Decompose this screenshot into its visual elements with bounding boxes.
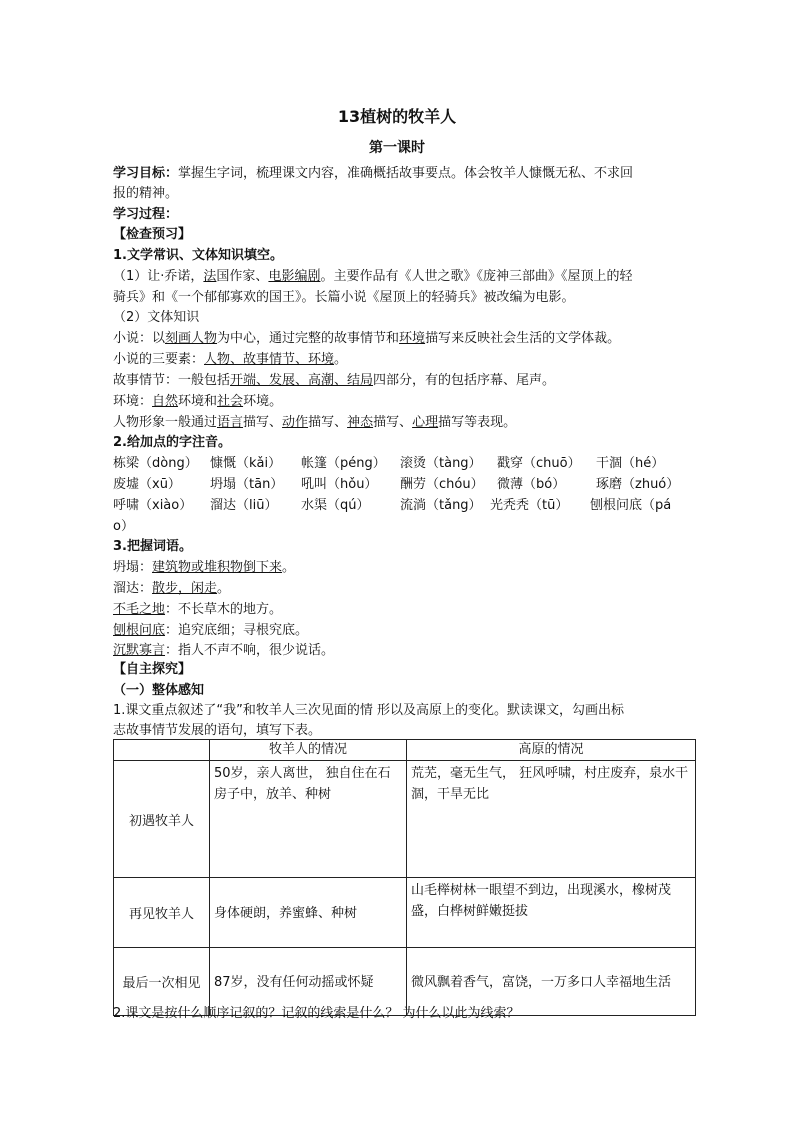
cell-text: 微风飘着香气，富饶，一万多口人幸福地生活 xyxy=(411,975,672,990)
text-span: 环境： xyxy=(113,394,153,409)
text-span: 四部分，有的包括序幕、尾声。 xyxy=(373,373,556,388)
answer-underline: 神态 xyxy=(347,415,374,430)
pinyin-item: 帐篷（péng） xyxy=(301,456,386,471)
text-span: ：不长草木的地方。 xyxy=(165,602,283,617)
learning-goal-line1 xyxy=(113,162,633,181)
answer-underline: 环境 xyxy=(399,331,426,346)
q1-item1-line1 xyxy=(113,265,632,284)
pinyin-item: 酬劳（chóu） xyxy=(400,477,484,492)
learning-goal-label: 学习目标： xyxy=(113,166,179,181)
table-header-cell: 牧羊人的情况 xyxy=(210,740,407,761)
pinyin-item: 栋梁（dòng） xyxy=(113,456,198,471)
lesson-subtitle: 第一课时 xyxy=(369,140,425,156)
task1-line2: 志故事情节发展的语句，填写下表。 xyxy=(113,723,322,738)
pinyin-item: 慷慨（kǎi） xyxy=(210,456,282,471)
pinyin-item: 流淌（tǎng） xyxy=(400,498,482,513)
plot-definition xyxy=(113,369,555,388)
answer-underline: 开端、发展、高潮、结局 xyxy=(230,373,374,388)
table-cell xyxy=(210,761,407,878)
task2-question: 2.课文是按什么顺序记叙的？记叙的线索是什么？ 为什么以此为线索？ xyxy=(113,1006,520,1021)
comparison-table xyxy=(113,739,696,1016)
table-cell xyxy=(407,761,696,878)
answer-underline: 沉默寡言 xyxy=(113,643,166,658)
text-span: 小说的三要素： xyxy=(113,352,205,367)
word-entry xyxy=(113,639,334,658)
text-span: （1）让·乔诺， xyxy=(113,269,204,284)
pinyin-item: 溜达（liū） xyxy=(210,498,278,513)
table-cell xyxy=(210,878,407,948)
pinyin-item: 琢磨（zhuó） xyxy=(596,477,680,492)
pinyin-item: 坍塌（tān） xyxy=(210,477,284,492)
q2-heading: 2.给加点的字注音。 xyxy=(113,435,231,450)
text-span: 故事情节：一般包括 xyxy=(113,373,231,388)
text-span: 。 xyxy=(334,352,348,367)
pinyin-item: 吼叫（hǒu） xyxy=(301,477,378,492)
answer-underline: 刨根问底 xyxy=(113,623,166,638)
text-span: 溜达： xyxy=(113,581,153,596)
text-span: 环境和 xyxy=(178,394,218,409)
text-span: 。 xyxy=(282,560,296,575)
word-entry xyxy=(113,577,230,596)
word-entry xyxy=(113,619,308,638)
overall-perception-heading: （一）整体感知 xyxy=(113,683,205,698)
q1-item2-heading: （2）文体知识 xyxy=(113,310,200,325)
cell-text: 身体硬朗，养蜜蜂、种树 xyxy=(214,906,358,921)
q1-item1-line2: 骑兵》和《一个郁郁寡欢的国王》。长篇小说《屋顶上的轻骑兵》被改编为电影。 xyxy=(113,290,575,305)
answer-underline: 自然 xyxy=(152,394,179,409)
pinyin-item: 废墟（xū） xyxy=(113,477,181,492)
pinyin-item: 刨根问底（pá xyxy=(590,498,672,513)
q1-heading: 1.文学常识、文体知识填空。 xyxy=(113,248,283,263)
text-span: 坍塌： xyxy=(113,560,153,575)
table-row-label: 最后一次相见 xyxy=(114,948,210,1016)
section-preview-heading: 【检查预习】 xyxy=(113,227,192,242)
answer-underline: 动作 xyxy=(282,415,309,430)
answer-underline: 散步，闲走 xyxy=(152,581,218,596)
text-span: 描写等表现。 xyxy=(438,415,517,430)
table-header-cell: 高原的情况 xyxy=(407,740,696,761)
text-span: 。 xyxy=(217,581,231,596)
pinyin-item: 滚烫（tàng） xyxy=(400,456,482,471)
text-span: ：指人不声不响，很少说话。 xyxy=(165,643,335,658)
table-header-row xyxy=(114,740,696,761)
q3-heading: 3.把握词语。 xyxy=(113,539,192,554)
answer-underline: 不毛之地 xyxy=(113,602,166,617)
answer-underline: 语言 xyxy=(217,415,244,430)
learning-goal-text: 掌握生字词，梳理课文内容，准确概括故事要点。体会牧羊人慷慨无私、不求回 xyxy=(178,166,634,181)
novel-three-elements xyxy=(113,348,347,367)
pinyin-item: 戳穿（chuō） xyxy=(497,456,581,471)
text-span: 人物形象一般通过 xyxy=(113,415,218,430)
text-span: 小说：以 xyxy=(113,331,166,346)
text-span: 。主要作品有《人世之歌》《庞神三部曲》《屋顶上的轻 xyxy=(320,269,633,284)
pinyin-item: 呼啸（xiào） xyxy=(113,498,193,513)
answer-underline: 法 xyxy=(203,269,217,284)
text-span: 国作家、 xyxy=(216,269,269,284)
pinyin-item: 干涸（hé） xyxy=(596,456,665,471)
table-row-label: 再见牧羊人 xyxy=(114,878,210,948)
pinyin-continuation: o） xyxy=(113,519,134,534)
cell-text: 山毛榉树林一眼望不到边，出现溪水，橡树茂盛，白桦树鲜嫩挺拔 xyxy=(411,883,672,919)
text-span: 描写、 xyxy=(243,415,283,430)
table-cell xyxy=(407,878,696,948)
character-definition xyxy=(113,411,516,430)
answer-underline: 社会 xyxy=(217,394,244,409)
table-row xyxy=(114,878,696,948)
text-span: 描写、 xyxy=(373,415,413,430)
text-span: 描写来反映社会生活的文学体裁。 xyxy=(425,331,621,346)
novel-definition xyxy=(113,327,620,346)
answer-underline: 电影编剧 xyxy=(268,269,321,284)
text-span: 为中心，通过完整的故事情节和 xyxy=(217,331,400,346)
cell-text: 50岁，亲人离世， 独自住在石房子中，放羊、种树 xyxy=(214,766,391,802)
cell-text: 荒芜，毫无生气， 狂风呼啸，村庄废弃，泉水干涸，干旱无比 xyxy=(411,766,689,802)
table-row-label: 初遇牧羊人 xyxy=(114,761,210,878)
table-row xyxy=(114,761,696,878)
cell-text: 87岁，没有任何动摇或怀疑 xyxy=(214,975,374,990)
lesson-title: 13植树的牧羊人 xyxy=(337,107,457,126)
text-span: 描写、 xyxy=(308,415,348,430)
answer-underline: 刻画人物 xyxy=(165,331,218,346)
environment-definition xyxy=(113,390,282,409)
pinyin-item: 微薄（bó） xyxy=(497,477,566,492)
learning-process-label: 学习过程： xyxy=(113,207,179,222)
table-header-cell xyxy=(114,740,210,761)
pinyin-item: 光秃秃（tū） xyxy=(490,498,569,513)
task1-line1: 1.课文重点叙述了“我”和牧羊人三次见面的情 形以及高原上的变化。默读课文，勾画出标 xyxy=(113,703,625,718)
section-explore-heading: 【自主探究】 xyxy=(113,662,192,677)
learning-goal-line2: 报的精神。 xyxy=(113,186,179,201)
word-entry xyxy=(113,556,295,575)
word-entry xyxy=(113,598,282,617)
answer-underline: 心理 xyxy=(412,415,439,430)
answer-underline: 建筑物或堆积物倒下来 xyxy=(152,560,283,575)
answer-underline: 人物、故事情节、环境 xyxy=(204,352,335,367)
pinyin-item: 水渠（qú） xyxy=(301,498,370,513)
text-span: ：追究底细；寻根究底。 xyxy=(165,623,309,638)
text-span: 环境。 xyxy=(243,394,283,409)
